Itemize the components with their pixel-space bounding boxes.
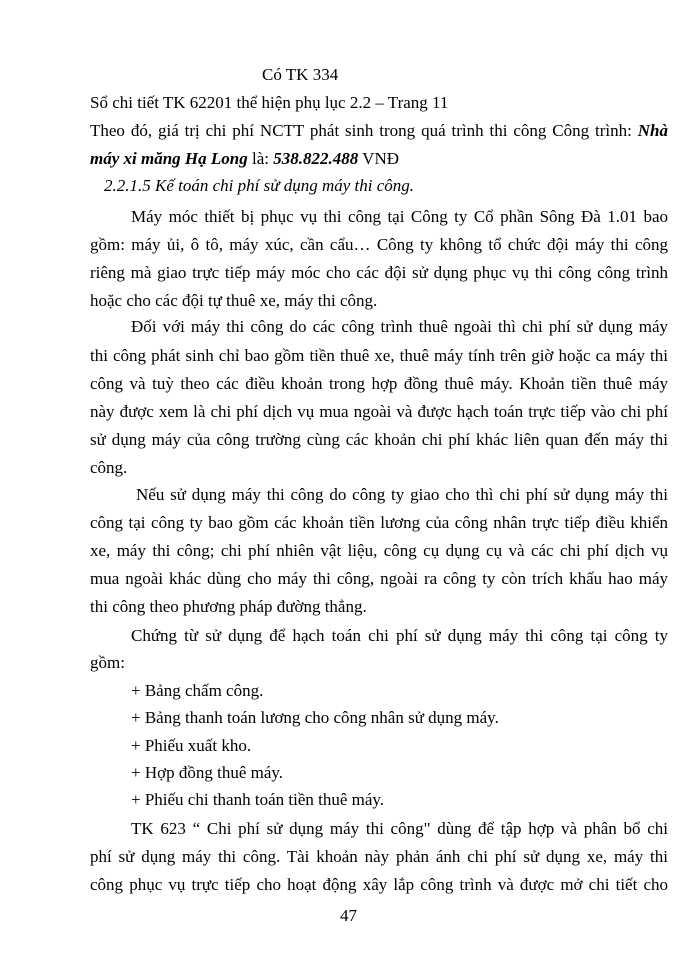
project-name-part-2: máy xi măng Hạ Long: [90, 149, 248, 168]
p1-line-1: Máy móc thiết bị phục vụ thi công tại Công ty Cổ phần Sông Đà 1.01 bao: [131, 207, 668, 226]
summary-connector: là:: [247, 149, 274, 168]
p3-line-3: xe, máy thi công; chi phí nhiên vật liệu, công cụ dụng cụ và các chi phí dịch vụ: [90, 541, 668, 560]
p2-line-3: công và tuỳ theo các điều khoản trong hợp đồng thuê máy. Khoản tiền thuê máy: [90, 374, 668, 393]
section-heading: 2.2.1.5 Kế toán chi phí sử dụng máy thi công.: [104, 176, 415, 195]
summary-line-1: [90, 120, 668, 142]
p2-line-6: công.: [90, 458, 128, 477]
p3-line-5: thi công theo phương pháp đường thẳng.: [90, 597, 367, 616]
account-line-1: TK 623 “ Chi phí sử dụng máy thi công" dùng để tập hợp và phân bổ chi: [131, 819, 668, 838]
project-name-part-1: Nhà: [637, 121, 669, 140]
page-number: 47: [340, 906, 357, 925]
p4-line-2: gồm:: [90, 653, 125, 672]
p3-line-1: Nếu sử dụng máy thi công do công ty giao cho thì chi phí sử dụng máy thi: [136, 485, 668, 504]
list-item: + Hợp đồng thuê máy.: [131, 763, 284, 782]
currency: VNĐ: [358, 149, 400, 168]
list-item: + Phiếu chi thanh toán tiền thuê máy.: [131, 790, 385, 809]
summary-text: Theo đó, giá trị chi phí NCTT phát sinh trong quá trình thi công Công trình:: [90, 121, 632, 140]
p3-line-4: mua ngoài khác dùng cho máy thi công, ngoài ra công ty còn trích khấu hao máy: [90, 569, 668, 588]
p1-line-3: riêng mà giao trực tiếp máy móc cho các đội sử dụng phục vụ thi công công trình: [90, 263, 668, 282]
p3-line-2: công tại công ty bao gồm các khoản tiền lương của công nhân trực tiếp điều khiển: [90, 513, 668, 532]
list-item: + Phiếu xuất kho.: [131, 736, 252, 755]
list-item: + Bảng thanh toán lương cho công nhân sử dụng máy.: [131, 708, 499, 727]
summary-line-2: [90, 148, 399, 170]
p1-line-2: gồm: máy ủi, ô tô, máy xúc, cần cẩu… Công ty không tổ chức đội máy thi công: [90, 235, 668, 254]
p2-line-2: thi công phát sinh chỉ bao gồm tiền thuê xe, thuê máy tính trên giờ hoặc ca máy thi: [90, 346, 668, 365]
p1-line-4: hoặc cho các đội tự thuê xe, máy thi công.: [90, 291, 378, 310]
account-line-2: phí sử dụng máy thi công. Tài khoản này phản ánh chi phí sử dụng xe, máy thi: [90, 847, 668, 866]
p2-line-5: sử dụng máy của công trường cùng các khoản chi phí khác liên quan đến máy thi: [90, 430, 668, 449]
account-line-3: công phục vụ trực tiếp cho hoạt động xây lắp công trình và được mở chi tiết cho: [90, 875, 668, 894]
p2-line-4: này được xem là chi phí dịch vụ mua ngoài và được hạch toán trực tiếp vào chi phí: [90, 402, 668, 421]
credit-account-line: Có TK 334: [262, 65, 339, 84]
total-amount: 538.822.488: [273, 149, 359, 168]
ledger-reference: Sổ chi tiết TK 62201 thể hiện phụ lục 2.2 – Trang 11: [90, 93, 449, 112]
p2-line-1: Đối với máy thi công do các công trình thuê ngoài thì chi phí sử dụng máy: [131, 317, 668, 336]
p4-line-1: Chứng từ sử dụng để hạch toán chi phí sử dụng máy thi công tại công ty: [131, 626, 668, 645]
list-item: + Bảng chấm công.: [131, 681, 264, 700]
